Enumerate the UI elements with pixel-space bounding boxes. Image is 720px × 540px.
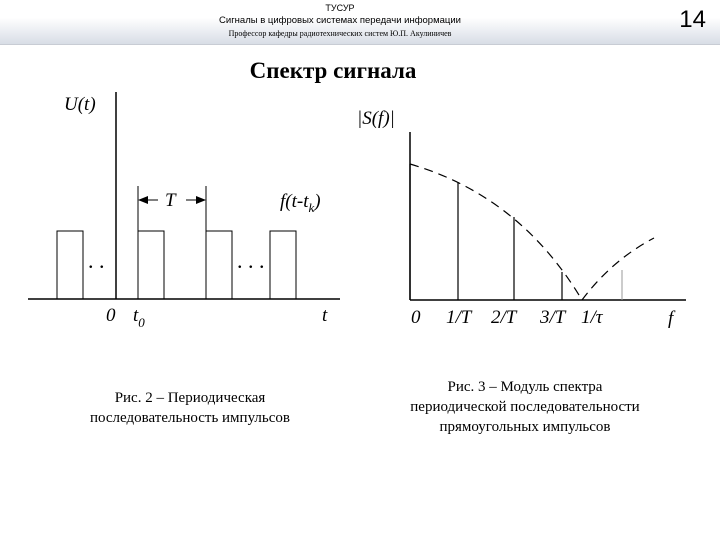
header-org: ТУСУР	[325, 3, 355, 13]
fig2-dots-left: . .	[88, 248, 105, 273]
figure-3	[410, 132, 686, 300]
caption-line: последовательность импульсов	[90, 410, 290, 426]
fig2-arrowhead-left	[138, 196, 148, 204]
fig2-y-label: U(t)	[64, 94, 96, 115]
caption-line: Рис. 2 – Периодическая	[114, 390, 266, 406]
slide-title: Спектр сигнала	[249, 58, 417, 83]
figure-3-caption	[360, 377, 690, 437]
fig2-dots-right: . . .	[237, 248, 265, 273]
fig2-period-label: T	[165, 190, 176, 211]
header-author: Профессор кафедры радиотехнических систем Ю.П. Акулиничев	[228, 29, 452, 38]
caption-line: прямоугольных импульсов	[439, 419, 611, 435]
fig2-pulse	[270, 231, 296, 299]
fig2-arrowhead-right	[196, 196, 206, 204]
fig3-tick-0: 0	[411, 307, 421, 328]
fig2-x-label: t	[322, 305, 328, 326]
fig3-x-label: f	[668, 308, 674, 329]
caption-line: периодической последовательности	[410, 399, 640, 415]
fig3-tick-4: 1/τ	[581, 307, 603, 328]
fig2-pulse-label: $f(t-t_k)$	[280, 191, 321, 215]
fig3-tick-3: 3/T	[540, 307, 566, 328]
figure-2-caption	[40, 388, 340, 428]
fig3-tick-2: 2/T	[491, 307, 517, 328]
fig3-tick-1: 1/T	[446, 307, 472, 328]
fig3-y-label: |S(f)|	[357, 108, 395, 129]
fig2-t0-label: $t_0$	[133, 305, 145, 330]
header-course: Сигналы в цифровых системах передачи информации	[219, 15, 461, 26]
page-number: 14	[679, 6, 706, 33]
fig3-envelope	[410, 164, 654, 300]
fig2-zero-label: 0	[106, 305, 116, 326]
fig2-pulse	[57, 231, 83, 299]
caption-line: Рис. 3 – Модуль спектра	[447, 379, 603, 395]
fig2-pulse	[138, 231, 164, 299]
fig2-pulse	[206, 231, 232, 299]
